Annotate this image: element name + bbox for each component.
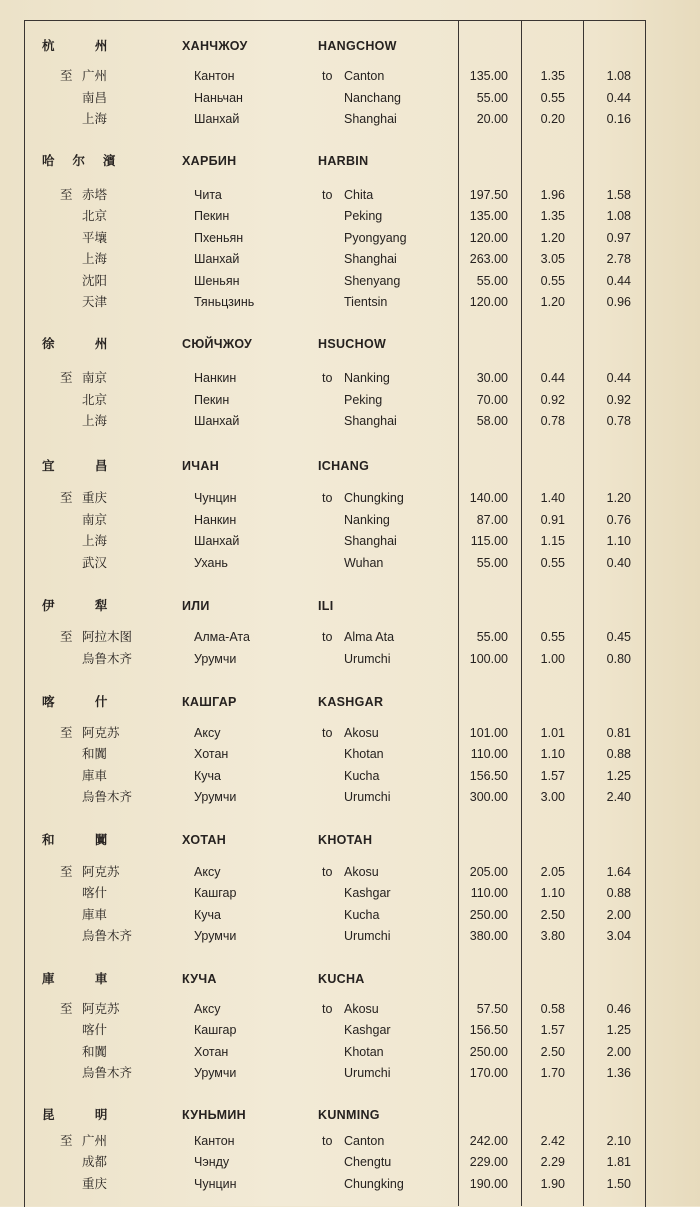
destination-english: Shanghai [344, 112, 397, 126]
fare-value: 229.00 [469, 1155, 508, 1169]
destination-english: Shanghai [344, 414, 397, 428]
destination-russian: Шанхай [194, 252, 240, 266]
fare-value: 190.00 [469, 1177, 508, 1191]
rate-second: 0.44 [606, 371, 631, 385]
destination-english: Chungking [344, 1177, 404, 1191]
rate-first: 0.20 [540, 112, 565, 126]
origin-chinese: 庫 車 [42, 971, 126, 986]
rate-first: 3.80 [540, 929, 565, 943]
rate-second: 0.76 [606, 513, 631, 527]
destination-chinese: 阿拉木图 [82, 629, 133, 644]
origin-chinese: 徐 州 [42, 336, 126, 351]
destination-english: Chita [344, 188, 374, 202]
destination-english: Canton [344, 1134, 385, 1148]
origin-english: ICHANG [318, 459, 370, 473]
destination-chinese: 天津 [82, 294, 108, 309]
rate-first: 2.29 [540, 1155, 565, 1169]
origin-russian: ХОТАН [182, 833, 227, 847]
rate-second: 0.45 [606, 630, 631, 644]
destination-russian: Кантон [194, 69, 235, 83]
destination-english: Kucha [344, 769, 380, 783]
destination-english: Akosu [344, 865, 379, 879]
destination-english: Tientsin [344, 295, 388, 309]
destination-english: Chungking [344, 491, 404, 505]
fare-value: 100.00 [469, 652, 508, 666]
destination-chinese: 和闐 [82, 746, 108, 761]
to-marker-english: to [322, 491, 333, 505]
destination-chinese: 广州 [82, 68, 108, 83]
destination-chinese: 上海 [82, 251, 108, 266]
rate-first: 1.35 [540, 69, 565, 83]
destination-english: Urumchi [344, 652, 391, 666]
to-marker-chinese: 至 [60, 725, 73, 740]
fare-value: 101.00 [469, 726, 508, 740]
origin-chinese: 和 闐 [42, 832, 126, 847]
rate-first: 1.40 [540, 491, 565, 505]
destination-russian: Аксу [194, 865, 221, 879]
destination-russian: Алма-Ата [194, 630, 250, 644]
rate-first: 0.92 [540, 393, 565, 407]
destination-russian: Нанкин [194, 513, 237, 527]
rate-second: 1.20 [606, 491, 631, 505]
fare-value: 57.50 [476, 1002, 508, 1016]
rate-second: 0.46 [606, 1002, 631, 1016]
rate-second: 3.04 [606, 929, 631, 943]
destination-english: Nanking [344, 513, 390, 527]
rate-first: 1.57 [540, 769, 565, 783]
origin-english: ILI [318, 599, 334, 613]
fare-value: 250.00 [469, 1045, 508, 1059]
rate-second: 1.36 [606, 1066, 631, 1080]
rate-first: 0.55 [540, 556, 565, 570]
fare-value: 70.00 [476, 393, 508, 407]
destination-russian: Аксу [194, 726, 221, 740]
rate-first: 1.15 [540, 534, 565, 548]
fare-value: 242.00 [469, 1134, 508, 1148]
rate-second: 1.25 [606, 769, 631, 783]
fare-value: 115.00 [470, 534, 508, 548]
fare-value: 110.00 [470, 886, 508, 900]
destination-chinese: 庫車 [82, 768, 108, 783]
destination-english: Akosu [344, 726, 379, 740]
rate-first: 3.05 [540, 252, 565, 266]
fare-value: 156.50 [469, 1023, 508, 1037]
fare-value: 55.00 [476, 556, 508, 570]
destination-english: Kashgar [344, 886, 391, 900]
rate-first: 1.20 [540, 295, 565, 309]
origin-chinese: 杭 州 [42, 38, 126, 53]
destination-chinese: 沈阳 [82, 273, 108, 288]
destination-chinese: 北京 [82, 392, 108, 407]
destination-chinese: 赤塔 [82, 187, 108, 202]
rate-second: 1.10 [606, 534, 631, 548]
destination-russian: Пекин [194, 209, 230, 223]
rate-second: 1.58 [606, 188, 631, 202]
destination-russian: Пхеньян [194, 231, 244, 245]
rate-first: 2.05 [540, 865, 565, 879]
destination-chinese: 烏鲁木齐 [82, 789, 133, 804]
rate-first: 2.50 [540, 908, 565, 922]
origin-russian: КУЧА [182, 972, 217, 986]
origin-chinese: 伊 犁 [42, 598, 126, 613]
to-marker-chinese: 至 [60, 629, 73, 644]
fare-value: 55.00 [476, 630, 508, 644]
rate-first: 2.50 [540, 1045, 565, 1059]
fare-value: 110.00 [470, 747, 508, 761]
rate-second: 0.88 [606, 886, 631, 900]
destination-chinese: 阿克苏 [82, 1001, 120, 1016]
destination-chinese: 成都 [82, 1154, 108, 1169]
rate-first: 1.10 [540, 886, 565, 900]
rate-first: 2.42 [540, 1134, 565, 1148]
destination-chinese: 烏鲁木齐 [82, 651, 133, 666]
destination-chinese: 重庆 [82, 490, 108, 505]
fare-value: 30.00 [476, 371, 508, 385]
rate-first: 1.96 [540, 188, 565, 202]
origin-russian: ИЛИ [182, 599, 210, 613]
rate-first: 1.35 [540, 209, 565, 223]
destination-english: Kucha [344, 908, 380, 922]
destination-chinese: 武汉 [82, 555, 108, 570]
origin-russian: ИЧАН [182, 459, 220, 473]
rate-second: 2.78 [606, 252, 631, 266]
rate-first: 1.90 [540, 1177, 565, 1191]
to-marker-english: to [322, 1134, 333, 1148]
fare-value: 20.00 [476, 112, 508, 126]
destination-english: Shenyang [344, 274, 401, 288]
destination-russian: Урумчи [194, 790, 237, 804]
destination-russian: Чита [194, 188, 222, 202]
rate-first: 1.10 [540, 747, 565, 761]
destination-chinese: 北京 [82, 208, 108, 223]
destination-russian: Наньчан [194, 91, 243, 105]
to-marker-chinese: 至 [60, 864, 73, 879]
rate-second: 2.00 [606, 1045, 631, 1059]
rate-second: 0.44 [606, 91, 631, 105]
rate-second: 1.81 [606, 1155, 631, 1169]
to-marker-chinese: 至 [60, 1133, 73, 1148]
rate-first: 0.91 [540, 513, 565, 527]
rate-second: 0.96 [606, 295, 631, 309]
rate-second: 2.40 [606, 790, 631, 804]
destination-russian: Урумчи [194, 1066, 237, 1080]
fare-value: 55.00 [476, 91, 508, 105]
destination-english: Nanking [344, 371, 390, 385]
destination-russian: Нанкин [194, 371, 237, 385]
destination-chinese: 上海 [82, 533, 108, 548]
to-marker-english: to [322, 630, 333, 644]
destination-russian: Куча [194, 908, 221, 922]
destination-english: Urumchi [344, 790, 391, 804]
origin-english: HARBIN [318, 154, 369, 168]
fare-value: 156.50 [469, 769, 508, 783]
rate-first: 1.57 [540, 1023, 565, 1037]
rate-second: 1.64 [606, 865, 631, 879]
destination-russian: Ухань [194, 556, 228, 570]
destination-chinese: 广州 [82, 1133, 108, 1148]
destination-chinese: 烏鲁木齐 [82, 1065, 133, 1080]
destination-english: Canton [344, 69, 385, 83]
destination-chinese: 上海 [82, 413, 108, 428]
origin-russian: ХАНЧЖОУ [182, 39, 248, 53]
rate-second: 1.25 [606, 1023, 631, 1037]
to-marker-english: to [322, 188, 333, 202]
rate-first: 1.70 [540, 1066, 565, 1080]
origin-english: HSUCHOW [318, 337, 387, 351]
rate-second: 0.80 [606, 652, 631, 666]
destination-russian: Шанхай [194, 112, 240, 126]
destination-russian: Чунцин [194, 491, 237, 505]
rate-second: 2.10 [606, 1134, 631, 1148]
destination-chinese: 和闐 [82, 1044, 108, 1059]
rate-second: 0.81 [606, 726, 631, 740]
destination-chinese: 烏鲁木齐 [82, 928, 133, 943]
destination-russian: Кашгар [194, 1023, 237, 1037]
fare-value: 263.00 [469, 252, 508, 266]
origin-english: KHOTAH [318, 833, 373, 847]
destination-russian: Чунцин [194, 1177, 237, 1191]
destination-english: Wuhan [344, 556, 384, 570]
rate-second: 1.50 [606, 1177, 631, 1191]
rate-second: 0.78 [606, 414, 631, 428]
destination-chinese: 喀什 [82, 1022, 108, 1037]
destination-english: Akosu [344, 1002, 379, 1016]
fare-value: 135.00 [469, 69, 508, 83]
destination-chinese: 平壤 [82, 230, 108, 245]
to-marker-english: to [322, 865, 333, 879]
destination-english: Pyongyang [344, 231, 407, 245]
to-marker-chinese: 至 [60, 1001, 73, 1016]
rate-first: 1.00 [540, 652, 565, 666]
fare-value: 87.00 [476, 513, 508, 527]
origin-chinese: 哈尔濱 [42, 153, 134, 168]
to-marker-english: to [322, 726, 333, 740]
origin-russian: КУНЬМИН [182, 1108, 246, 1122]
destination-english: Shanghai [344, 534, 397, 548]
destination-english: Nanchang [344, 91, 401, 105]
destination-chinese: 阿克苏 [82, 864, 120, 879]
destination-chinese: 南京 [82, 512, 108, 527]
destination-english: Chengtu [344, 1155, 392, 1169]
rate-first: 1.20 [540, 231, 565, 245]
destination-russian: Хотан [194, 1045, 229, 1059]
rate-second: 0.40 [606, 556, 631, 570]
destination-chinese: 重庆 [82, 1176, 108, 1191]
rate-second: 0.16 [606, 112, 631, 126]
destination-english: Khotan [344, 1045, 384, 1059]
destination-russian: Шанхай [194, 534, 240, 548]
rate-first: 0.55 [540, 91, 565, 105]
fare-value: 205.00 [469, 865, 508, 879]
destination-chinese: 庫車 [82, 907, 108, 922]
origin-chinese: 宜 昌 [42, 458, 126, 473]
destination-english: Alma Ata [344, 630, 395, 644]
origin-english: KASHGAR [318, 695, 384, 709]
destination-russian: Пекин [194, 393, 230, 407]
rate-second: 1.08 [606, 69, 631, 83]
to-marker-chinese: 至 [60, 370, 73, 385]
to-marker-english: to [322, 371, 333, 385]
to-marker-english: to [322, 69, 333, 83]
destination-russian: Чэнду [194, 1155, 230, 1169]
fare-value: 120.00 [469, 295, 508, 309]
rate-second: 2.00 [606, 908, 631, 922]
rate-second: 0.44 [606, 274, 631, 288]
destination-russian: Хотан [194, 747, 229, 761]
destination-russian: Шеньян [194, 274, 240, 288]
rate-second: 0.92 [606, 393, 631, 407]
fare-value: 140.00 [469, 491, 508, 505]
origin-russian: КАШГАР [182, 695, 237, 709]
to-marker-chinese: 至 [60, 490, 73, 505]
destination-english: Kashgar [344, 1023, 391, 1037]
destination-english: Khotan [344, 747, 384, 761]
rate-first: 0.44 [540, 371, 565, 385]
fare-value: 250.00 [469, 908, 508, 922]
rate-second: 0.88 [606, 747, 631, 761]
destination-russian: Шанхай [194, 414, 240, 428]
destination-russian: Кантон [194, 1134, 235, 1148]
rate-first: 0.78 [540, 414, 565, 428]
rate-second: 0.97 [606, 231, 631, 245]
destination-english: Urumchi [344, 929, 391, 943]
origin-russian: ХАРБИН [182, 154, 237, 168]
rate-first: 0.58 [540, 1002, 565, 1016]
destination-english: Peking [344, 209, 383, 223]
destination-chinese: 南京 [82, 370, 108, 385]
destination-chinese: 南昌 [82, 90, 108, 105]
origin-chinese: 喀 什 [42, 694, 126, 709]
origin-english: KUNMING [318, 1108, 380, 1122]
fare-value: 120.00 [469, 231, 508, 245]
destination-english: Shanghai [344, 252, 397, 266]
destination-english: Urumchi [344, 1066, 391, 1080]
destination-chinese: 喀什 [82, 885, 108, 900]
fare-value: 55.00 [476, 274, 508, 288]
origin-english: KUCHA [318, 972, 365, 986]
origin-russian: СЮЙЧЖОУ [182, 337, 253, 351]
destination-chinese: 上海 [82, 111, 108, 126]
destination-russian: Куча [194, 769, 221, 783]
rate-second: 1.08 [606, 209, 631, 223]
rate-first: 0.55 [540, 274, 565, 288]
destination-russian: Аксу [194, 1002, 221, 1016]
rate-first: 0.55 [540, 630, 565, 644]
destination-russian: Урумчи [194, 652, 237, 666]
to-marker-chinese: 至 [60, 187, 73, 202]
destination-russian: Урумчи [194, 929, 237, 943]
rate-first: 1.01 [540, 726, 565, 740]
fare-value: 135.00 [469, 209, 508, 223]
fare-value: 300.00 [469, 790, 508, 804]
destination-russian: Тяньцзинь [194, 295, 255, 309]
origin-english: HANGCHOW [318, 39, 397, 53]
origin-chinese: 昆 明 [42, 1107, 126, 1122]
fare-value: 197.50 [469, 188, 508, 202]
fare-value: 58.00 [476, 414, 508, 428]
destination-russian: Кашгар [194, 886, 237, 900]
to-marker-chinese: 至 [60, 68, 73, 83]
fare-value: 170.00 [469, 1066, 508, 1080]
fare-value: 380.00 [469, 929, 508, 943]
to-marker-english: to [322, 1002, 333, 1016]
destination-english: Peking [344, 393, 383, 407]
destination-chinese: 阿克苏 [82, 725, 120, 740]
rate-first: 3.00 [540, 790, 565, 804]
